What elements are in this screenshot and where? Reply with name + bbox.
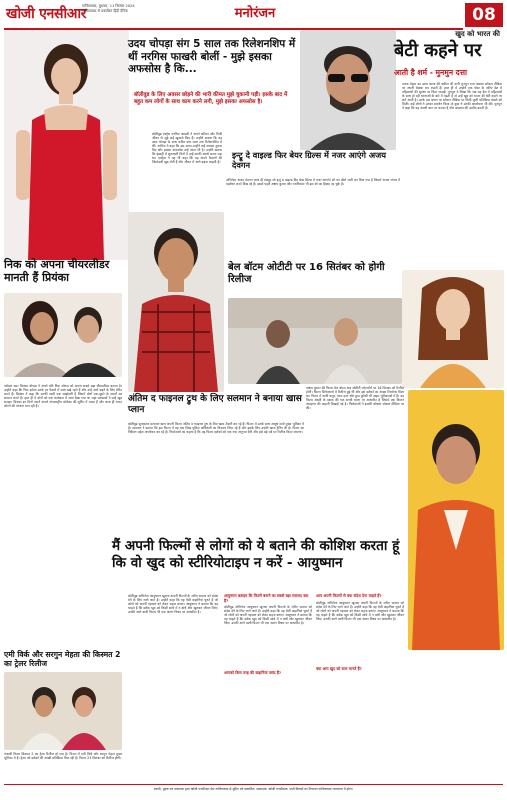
dateline [82, 4, 192, 13]
ajay-photo [300, 30, 396, 150]
nargis-photo [4, 30, 129, 260]
nargis-deck: बॉलीवुड के लिए अवसर छोड़ने की भारी कीमत मुझे चुकानी पड़ी। इसके बाद में बहुत कम लोगों के साथ काम करने लगी, मुझे इसका अफसोस है। [134, 92, 288, 105]
bellbottom-headline: बेल बॉटम ओटीटी पर 16 सितंबर को होगी रिलीज [228, 262, 385, 285]
ammy-body: पंजाबी फिल्म किस्मत 2 का ट्रेलर रिलीज हो गया है। फिल्म में एमी विर्क और सरगुन मेहता मुख्य भूमिका में हैं। ट्रेलर को दर्शकों की अच्छी प्रतिक्रिया मिल रही है। फिल्म 23 सितंबर को रिलीज होगी। [4, 752, 122, 761]
ayushmann-a2: बॉलीवुड अभिनेता आयुष्मान खुराना अपनी फिल्मों के जरिए समाज को संदेश देने के लिए जाने जाते हैं। उन्होंने कहा कि वह ऐसी कहानियां चुनते हैं जो लोगों को अपनी पहचान को लेकर सहज बनाएं। आयुष्मान ने बताया कि वह चाहते हैं कि दर्शक खुद को किसी सांचे में न बांधें और खुलकर जीवन जिएं। उनकी आने वाली फिल्म भी एक अलग विषय पर आधारित है। [316, 600, 404, 621]
priyanka-body: ग्लोबल स्टार प्रियंका चोपड़ा ने अपने पति निक जोनस को अपना सबसे बड़ा चीयरलीडर बताया है। उन्होंने कहा कि निक हमेशा उनके हर फैसले में साथ खड़े रहते हैं और उन्हें आगे बढ़ने के लिए प्रेरित करते हैं। प्रियंका ने कहा कि उनकी शादी एक साझेदारी है जिसमें दोनों एक-दूसरे के सपनों का सम्मान करते हैं। हाल ही में दोनों को एक कार्यक्रम में साथ देखा गया था जहां प्रशंसकों ने उन्हें खूब सराहा। प्रियंका इन दिनों अपने अगले अंतरराष्ट्रीय प्रोजेक्ट की शूटिंग में व्यस्त हैं और जल्द ही भारत लौटने की योजना बना रही हैं। [4, 384, 122, 409]
salman-headline: अंतिम द फाइनल ट्रुथ के लिए सलमान ने बनाया खास प्लान [128, 394, 302, 415]
munmun-headline: बेटी कहने पर [394, 40, 482, 61]
ajay-headline: इन्ट्रू दे वाइल्ड फिर बेयर ग्रिल्स में नजर आएंगे अजय देवगन [232, 150, 386, 170]
ayushmann-qa-col2 [316, 594, 404, 671]
priyanka-photo [4, 293, 122, 377]
ayushmann-headline: मैं अपनी फिल्मों से लोगों को ये बताने की कोशिश करता हूं कि वो खुद को स्टीरियोटाइप न करें - आयुष्मान [112, 538, 400, 571]
ayushmann-q3: आपको किस तरह की कहानियां पसंद हैं? [224, 670, 282, 676]
nargis-body: बॉलीवुड एक्ट्रेस नरगिस फाखरी ने अपने करियर और निजी जीवन से जुड़े कई खुलासे किए हैं। उन्होंने बताया कि वह उदय चोपड़ा के साथ करीब पांच साल तक रिलेशनशिप में थीं। नरगिस ने कहा कि उस समय उन्होंने कई अवसर ठुकरा दिए और इसका अफसोस उन्हें आज भी है। उन्होंने बताया कि इंडस्ट्री में शुरुआती दिनों में उन्हें काफी संघर्ष करना पड़ा था। एक्ट्रेस ने यह भी कहा कि वह अपने फैसलों की जिम्मेदारी खुद लेती हैं और जीवन में आगे बढ़ना चाहती हैं। [152, 132, 222, 165]
salman-body: बॉलीवुड सुपरस्टार सलमान खान अपनी फिल्म अंतिम द फाइनल ट्रुथ के लिए खास तैयारी कर रहे हैं। फिल्म में उनके साथ आयुष शर्मा मुख्य भूमिका में हैं। सलमान ने बताया कि इस फिल्म में वह एक सिख पुलिस अधिकारी का किरदार निभा रहे हैं और इसके लिए उन्होंने खास ट्रेनिंग ली है। फिल्म का निर्देशन महेश मांजरेकर कर रहे हैं। निर्माताओं का कहना है कि यह फिल्म दर्शकों को एक नया अनुभव देगी और इसे बड़े पर्दे पर रिलीज किया जाएगा। [128, 422, 304, 435]
priyanka-headline-text: निक को अपना चीयरलीडर मानती हैं प्रियंका [4, 258, 110, 284]
ayushmann-qa-col1 [224, 594, 312, 676]
ajay-body: अभिनेता अजय देवगन जल्द ही मशहूर शो इन्टू द वाइल्ड विद बेयर ग्रिल्स में नजर आएंगे। शो का प्रोमो जारी कर दिया गया है जिसमें अजय जंगल में एडवेंचर करते दिख रहे हैं। इससे पहले अक्षय कुमार और रजनीकांत भी इस शो का हिस्सा रह चुके हैं। [226, 178, 400, 187]
footer-rule [4, 784, 503, 785]
munmun-kicker: खुद को भारत की [455, 30, 500, 38]
priyanka-headline [4, 258, 122, 284]
bellbottom-photo [228, 298, 402, 384]
page-number: 08 [465, 3, 503, 27]
salman-photo [128, 212, 224, 392]
ayushmann-photo [408, 390, 504, 650]
section-title: मनोरंजन [234, 6, 276, 21]
nargis-headline: उदय चोपड़ा संग 5 साल तक रिलेशनशिप में थीं नरगिस फाखरी बोलीं - मुझे इसका अफसोस है कि... [128, 38, 296, 75]
bellbottom-body: अक्षय कुमार की फिल्म बेल बॉटम अब ओटीटी प्लेटफॉर्म पर 16 सितंबर को रिलीज होगी। फिल्म सिनेमाघरों में रिलीज हुई थी और इसे दर्शकों का अच्छा रिस्पॉन्स मिला था। फिल्म में वाणी कपूर, लारा दत्ता और हुमा कुरैशी भी अहम भूमिकाओं में हैं। यह फिल्म अस्सी के दशक की एक सच्ची घटना पर आधारित है जिसमें एक विमान अपहरण की कहानी दिखाई गई है। निर्माताओं ने इसकी घोषणा सोशल मीडिया पर की। [306, 386, 404, 411]
munmun-photo [402, 270, 504, 388]
ammy-headline: एमी विर्क और सरगुन मेहता की किस्मत 2 का ट्रेलर रिलीज [4, 650, 121, 669]
masthead: खोजी एनसीआर [6, 6, 87, 22]
dateline-date: गाजियाबाद, बुधवार, 11 सितंबर 2024 [82, 4, 135, 8]
footer-imprint: स्वामी, मुद्रक एवं प्रकाशक द्वारा खोजी एनसीआर प्रेस गाजियाबाद से मुद्रित एवं प्रकाशित। सम्पादक: खोजी एनसीआर। सभी विवादों का निपटारा गाजियाबाद न्यायालय में होगा। [154, 787, 353, 791]
ayushmann-q4: क्या आप खुद को स्टार मानते हैं? [316, 665, 362, 671]
ayushmann-q2: आप अपनी फिल्मों से क्या संदेश देना चाहते हैं? [316, 593, 382, 598]
ammy-photo [4, 672, 122, 750]
ayushmann-body: बॉलीवुड अभिनेता आयुष्मान खुराना अपनी फिल्मों के जरिए समाज को संदेश देने के लिए जाने जाते हैं। उन्होंने कहा कि वह ऐसी कहानियां चुनते हैं जो लोगों को अपनी पहचान को लेकर सहज बनाएं। आयुष्मान ने बताया कि वह चाहते हैं कि दर्शक खुद को किसी सांचे में न बांधें और खुलकर जीवन जिएं। उनकी आने वाली फिल्म भी एक अलग विषय पर आधारित है। [128, 594, 218, 615]
dateline-sub: गाजियाबाद से प्रकाशित हिंदी दैनिक [82, 8, 128, 13]
ayushmann-q1: आयुष्मान बताइए कि फिल्में बनाने का सबसे बड़ा मकसद क्या है? [224, 593, 309, 603]
ayushmann-a1: बॉलीवुड अभिनेता आयुष्मान खुराना अपनी फिल्मों के जरिए समाज को संदेश देने के लिए जाने जाते हैं। उन्होंने कहा कि वह ऐसी कहानियां चुनते हैं जो लोगों को अपनी पहचान को लेकर सहज बनाएं। आयुष्मान ने बताया कि वह चाहते हैं कि दर्शक खुद को किसी सांचे में न बांधें और खुलकर जीवन जिएं। उनकी आने वाली फिल्म भी एक अलग विषय पर आधारित है। [224, 605, 312, 626]
munmun-subhead: आती है शर्म - मुनमुन दत्ता [394, 68, 467, 77]
munmun-body: तारक मेहता का उल्टा चश्मा की बबीता जी यानी मुनमुन दत्ता अक्सर सोशल मीडिया पर अपनी बेबाक राय रखती हैं। हाल ही में उन्होंने एक पोस्ट के जरिए देश में महिलाओं की सुरक्षा पर चिंता जताई। मुनमुन ने लिखा कि जब वह देश में महिलाओं के साथ हो रही घटनाओं के बारे में पढ़ती हैं तो उन्हें खुद को भारत की बेटी कहने पर शर्म आती है। उनके इस बयान पर सोशल मीडिया पर मिली-जुली प्रतिक्रिया देखने को मिली। कई लोगों ने उनका समर्थन किया तो कुछ ने उनकी आलोचना भी की। मुनमुन ने कहा कि वह अपनी बात पर कायम हैं और बदलाव की उम्मीद करती हैं। [402, 82, 502, 111]
